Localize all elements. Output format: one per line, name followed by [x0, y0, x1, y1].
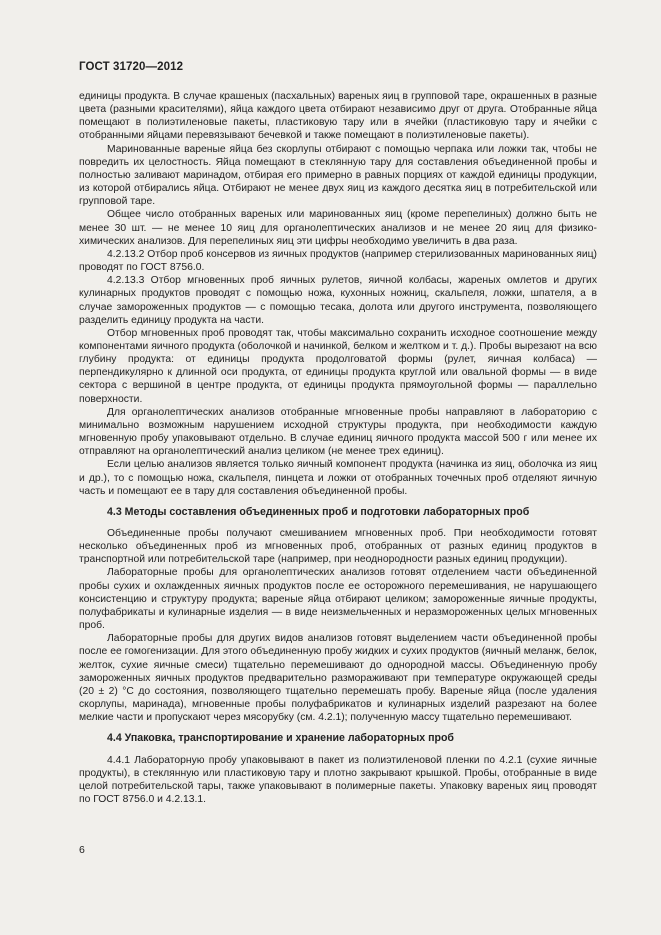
document-code-header: ГОСТ 31720—2012	[79, 61, 184, 73]
page-body	[79, 90, 597, 806]
paragraph: Лабораторные пробы для других видов анализов готовят выделением части объединенной пробы после ее гомогенизации. Для этого объединенную пробу жидких и сухих продуктов (яичный меланж, белок, желток, сухие яичные смеси) тщательно перемешивают до однородной массы. Объединенную пробу замороженных яичных продуктов предварительно размораживают при температуре окружающей среды (20 ± 2) °С до состояния, позволяющего тщательно перемешать пробу. Вареные яйца (после удаления скорлупы, маринада), мгновенные пробы полуфабрикатов и кулинарных изделий разрезают на более мелкие части и пропускают через мясорубку (см. 4.2.1); полученную массу тщательно перемешивают.	[79, 633, 597, 724]
paragraph: Если целью анализов является только яичный компонент продукта (начинка из яиц, оболочка из яиц и др.), то с помощью ножа, скальпеля, пинцета и ложки от отобранных точечных проб отделяют яичную часть и помещают ее в тару для составления объединенной пробы.	[79, 459, 597, 497]
page-number: 6	[79, 844, 85, 856]
paragraph: Маринованные вареные яйца без скорлупы отбирают с помощью черпака или ложки так, чтобы не повредить их целостность. Яйца помещают в стеклянную тару для составления объединенной пробы и полностью заливают маринадом, отбирая его примерно в равных порциях от каждой единицы продукции, из которой отбирались яйца. Отбирают не менее двух яиц из каждого десятка яиц в потребительской или групповой таре.	[79, 143, 597, 208]
section-heading-4-3: 4.3 Методы составления объединенных проб и подготовки лабораторных проб	[107, 505, 530, 518]
section-heading-4-4: 4.4 Упаковка, транспортирование и хранение лабораторных проб	[107, 732, 454, 745]
paragraph: 4.2.13.2 Отбор проб консервов из яичных продуктов (например стерилизованных маринованных яиц) проводят по ГОСТ 8756.0.	[79, 248, 597, 274]
paragraph: единицы продукта. В случае крашеных (пасхальных) вареных яиц в групповой таре, окрашенных в разные цвета (разными красителями), яйца каждого цвета отбирают независимо друг от друга. Отобранные яйца помещают в полиэтиленовые пакеты, пластиковую тару или в ячейки (пластиковую тару и ячейки с отобранными яйцами перевязывают бечевкой и также помещают в полиэтиленовые пакеты).	[79, 91, 597, 142]
paragraph: Лабораторные пробы для органолептических анализов готовят отделением части объединенной пробы сухих и охлажденных яичных продуктов после ее осторожного перемешивания, не нарушающего консистенцию и структуру продукта; вареные яйца отбирают целиком; замороженные яичные продукты, полуфабрикаты и кулинарные изделия — в виде неизмельченных и неразмороженных целых мгновенных проб.	[79, 567, 597, 632]
paragraph: Общее число отобранных вареных или маринованных яиц (кроме перепелиных) должно быть не менее 30 шт. — не менее 10 яиц для органолептических анализов и не менее 20 яиц для физико-химических анализов. Для перепелиных яиц эти цифры необходимо увеличить в два раза.	[79, 209, 597, 247]
paragraph: Объединенные пробы получают смешиванием мгновенных проб. При необходимости готовят несколько объединенных проб из мгновенных проб, отобранных от разных единиц продуктов в транспортной или потребительской таре (например, при неоднородности разных единиц продукции).	[79, 528, 597, 566]
paragraph: Отбор мгновенных проб проводят так, чтобы максимально сохранить исходное соотношение между компонентами яичного продукта (оболочкой и начинкой, белком и желтком и т. д.). Пробы вырезают на всю глубину продукта: от единицы продукта продолговатой формы (рулет, яичная колбаса) — перпендикулярно к длинной оси продукта, от единицы продукта круглой или овальной формы — в виде сектора с вершиной в центре продукта, от единицы продукта прямоугольной формы — параллельно поверхности.	[79, 327, 597, 405]
paragraph: 4.4.1 Лабораторную пробу упаковывают в пакет из полиэтиленовой пленки по 4.2.1 (сухие яичные продукты), в стеклянную или пластиковую тару и плотно закрывают крышкой. Пробы, отобранные в виде целой потребительской тары, также упаковывают в полимерные пакеты. Упаковку вареных яиц проводят по ГОСТ 8756.0 и 4.2.13.1.	[79, 754, 597, 805]
paragraph: 4.2.13.3 Отбор мгновенных проб яичных рулетов, яичной колбасы, жареных омлетов и других кулинарных продуктов проводят с помощью ножа, кухонных ножниц, скальпеля, ложки, шпателя, а в случае замороженных продуктов — с помощью тесака, долота или другого инструмента, позволяющего разделить единицу продукта на части.	[79, 275, 597, 326]
paragraph: Для органолептических анализов отобранные мгновенные пробы направляют в лабораторию с минимально возможным нарушением исходной структуры продукта, при необходимости каждую мгновенную пробу упаковывают отдельно. В случае единиц яичного продукта массой 500 г или менее их отправляют на органолептический анализ целиком (не менее трех единиц).	[79, 406, 597, 458]
